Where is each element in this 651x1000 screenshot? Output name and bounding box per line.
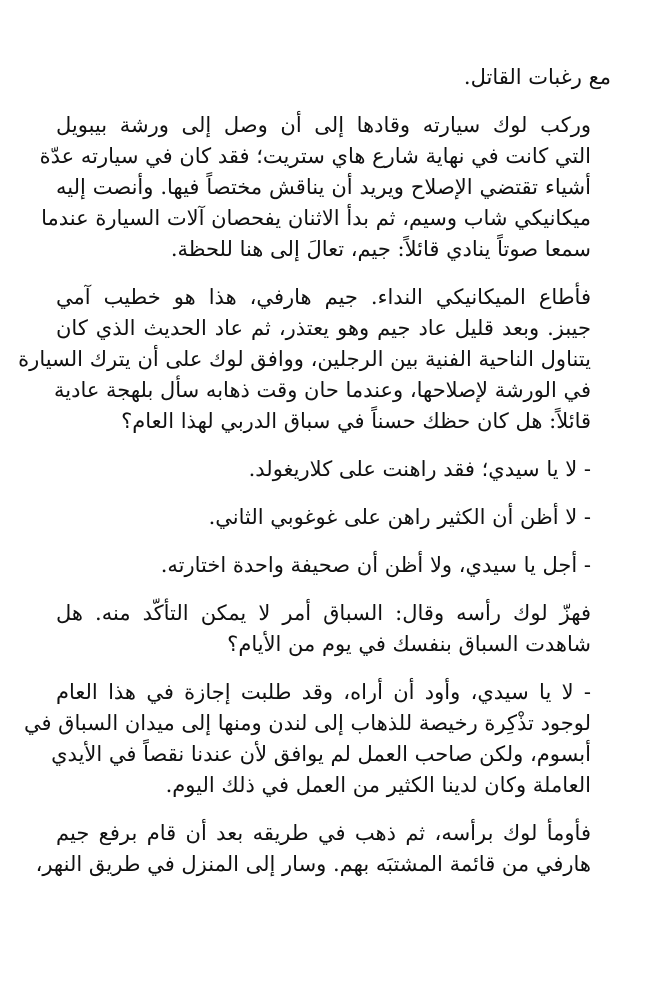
text-line: سمعا صوتاً ينادي قائلاً: جيم، تعالَ إلى هنا للحظة. xyxy=(170,237,591,261)
paragraph-4 xyxy=(56,598,611,660)
text-line: قائلاً: هل كان حظك حسناً في سباق الدربي لهذا العام؟ xyxy=(121,409,591,433)
text-line: ميكانيكي شاب وسيم، ثم بدأ الاثنان يفحصان آلات السيارة عندما xyxy=(41,206,591,230)
text-line: جيبز. وبعد قليل عاد جيم وهو يعتذر، ثم عاد الحديث الذي كان xyxy=(56,316,591,340)
text-line: لوجود تذْكِرة رخيصة للذهاب إلى لندن ومنها إلى ميدان السباق في xyxy=(23,711,591,735)
dialogue-line-3 xyxy=(56,550,611,581)
text-line: مع رغبات القاتل. xyxy=(463,65,611,89)
paragraph-3 xyxy=(18,282,611,437)
text-line: شاهدت السباق بنفسك في يوم من الأيام؟ xyxy=(227,632,591,656)
text-line: وركب لوك سيارته وقادها إلى أن وصل إلى ورشة بيبويل xyxy=(56,113,591,137)
paragraph-6 xyxy=(35,818,611,880)
book-page xyxy=(18,62,611,897)
text-line: فهزّ لوك رأسه وقال: السباق أمر لا يمكن التأكّد منه. هل xyxy=(56,601,591,625)
paragraph-2 xyxy=(39,110,611,265)
paragraph-5 xyxy=(23,677,611,801)
text-line: يتناول الناحية الفنية بين الرجلين، ووافق لوك على أن يترك السيارة xyxy=(18,347,591,371)
text-line: العاملة وكان لدينا الكثير من العمل في ذلك اليوم. xyxy=(165,773,591,797)
text-line: - لا أظن أن الكثير راهن على غوغوبي الثاني. xyxy=(208,505,591,529)
text-line: - أجل يا سيدي، ولا أظن أن صحيفة واحدة اختارته. xyxy=(160,553,591,577)
text-line: - لا يا سيدي؛ فقد راهنت على كلاريغولد. xyxy=(248,457,591,481)
text-line: في الورشة لإصلاحها، وعندما حان وقت ذهابه سأل بلهجة عادية xyxy=(53,378,591,402)
text-line: فأطاع الميكانيكي النداء. جيم هارفي، هذا هو خطيب آمي xyxy=(56,285,591,309)
dialogue-line-1 xyxy=(56,454,611,485)
paragraph-1 xyxy=(56,62,611,93)
text-line: هارفي من قائمة المشتبَه بهم. وسار إلى المنزل في طريق النهر، xyxy=(35,852,591,876)
dialogue-line-2 xyxy=(56,502,611,533)
text-line: فأومأ لوك برأسه، ثم ذهب في طريقه بعد أن قام برفع جيم xyxy=(56,821,591,845)
text-line: أبسوم، ولكن صاحب العمل لم يوافق لأن عندنا نقصاً في الأيدي xyxy=(51,742,591,766)
text-line: أشياء تقتضي الإصلاح ويريد أن يناقش مختصاً فيها. وأنصت إليه xyxy=(56,175,591,199)
text-line: - لا يا سيدي، وأود أن أراه، وقد طلبت إجازة في هذا العام xyxy=(56,680,591,704)
text-line: التي كانت في نهاية شارع هاي ستريت؛ فقد كان في سيارته عدّة xyxy=(39,144,591,168)
